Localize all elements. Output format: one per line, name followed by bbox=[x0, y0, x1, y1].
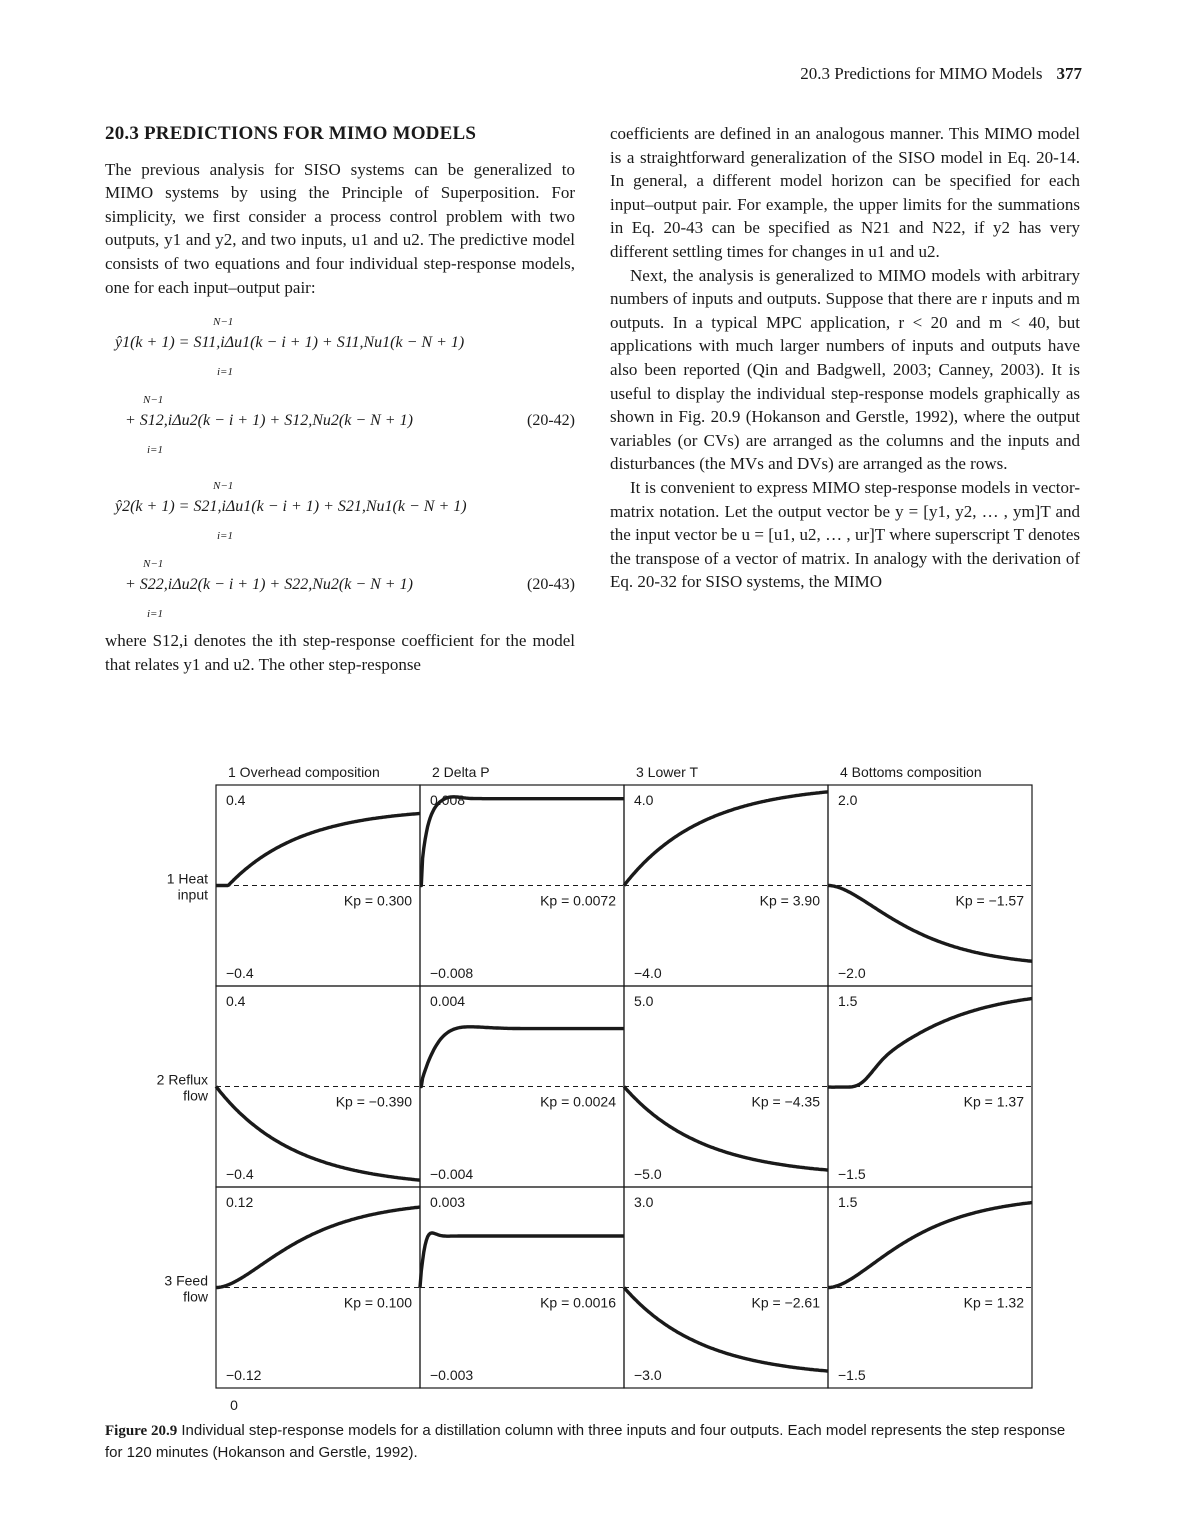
sum-lower-limit: i=1 bbox=[217, 530, 233, 543]
cell-r3-c4-response-curve bbox=[828, 1203, 1032, 1288]
cell-r2-c4-gain-label: Kp = 1.37 bbox=[963, 1093, 1024, 1110]
time-origin-label: 0 bbox=[230, 1397, 238, 1413]
cell-r1-c3-bottom-limit: −4.0 bbox=[634, 965, 662, 981]
sum-upper-limit: N−1 bbox=[143, 558, 164, 571]
cell-r3-c1-top-limit: 0.12 bbox=[226, 1194, 254, 1210]
cell-r3-c1-bottom-limit: −0.12 bbox=[226, 1367, 262, 1383]
cell-r2-c4-top-limit: 1.5 bbox=[838, 993, 858, 1009]
cell-r1-c3-gain-label: Kp = 3.90 bbox=[759, 892, 820, 909]
sum-upper-limit: N−1 bbox=[143, 394, 164, 407]
section-title: 20.3 PREDICTIONS FOR MIMO MODELS bbox=[105, 123, 477, 144]
cell-r2-c1-gain-label: Kp = −0.390 bbox=[335, 1093, 412, 1110]
cell-r1-c1-bottom-limit: −0.4 bbox=[226, 965, 254, 981]
sum-upper-limit: N−1 bbox=[213, 316, 234, 329]
cell-r1-c1-response-curve bbox=[216, 814, 420, 886]
cell-r3-c2-response-curve bbox=[420, 1233, 624, 1288]
column-header-2: 2 Delta P bbox=[432, 764, 490, 780]
cell-r1-c2-bottom-limit: −0.008 bbox=[430, 965, 474, 981]
intro-paragraph: The previous analysis for SISO systems can be generalized to MIMO systems by using the Principle of Superposition. For simplicity, we first consider a process control problem with two outputs, y1 and y2, and two inputs, u1 and u2. The predictive model consists of two equations and four individual step-response models, one for each input–output pair: bbox=[105, 159, 575, 297]
cell-r1-c4-top-limit: 2.0 bbox=[838, 792, 858, 808]
cell-r3-c1-response-curve bbox=[216, 1207, 420, 1287]
paragraph-2: Next, the analysis is generalized to MIMO models with arbitrary numbers of inputs and outputs. Suppose that there are r inputs and m outputs. In a typical MPC application, r < 20 and m < 40, but applications with much larger numbers of inputs and outputs have also been reported (Qin and Badgwell, 2003; Canney, 2003). It is useful to display the individual step-response models graphically as shown in Fig. 20.9 (Hokanson and Gerstle, 1992), where the output variables (or CVs) are arranged as the columns and the inputs and disturbances (the MVs and DVs) are arranged as the rows. bbox=[610, 265, 1080, 474]
row-label-1: 1 Heat bbox=[166, 870, 208, 887]
cell-r1-c4-gain-label: Kp = −1.57 bbox=[955, 892, 1024, 909]
sum-lower-limit: i=1 bbox=[217, 366, 233, 379]
right-column bbox=[610, 122, 1080, 594]
column-header-4: 4 Bottoms composition bbox=[840, 764, 982, 780]
cell-r2-c3-gain-label: Kp = −4.35 bbox=[751, 1093, 820, 1110]
equation-text: + S12,iΔu2(k − i + 1) + S12,Nu2(k − N + 1) bbox=[125, 412, 413, 430]
cell-r2-c4-bottom-limit: −1.5 bbox=[838, 1166, 866, 1182]
cell-r3-c3-gain-label: Kp = −2.61 bbox=[751, 1294, 820, 1311]
cell-r1-c3-response-curve bbox=[624, 792, 828, 886]
equation-20-42-line1 bbox=[105, 309, 575, 387]
equation-20-43-line2 bbox=[105, 551, 575, 629]
running-head bbox=[800, 64, 1082, 84]
cell-r1-c3-top-limit: 4.0 bbox=[634, 792, 654, 808]
cell-r2-c2-gain-label: Kp = 0.0024 bbox=[540, 1093, 616, 1110]
equation-20-42-line2 bbox=[105, 387, 575, 465]
step-response-grid bbox=[0, 755, 1200, 1413]
equation-text: ŷ2(k + 1) = S21,iΔu1(k − i + 1) + S21,Nu1(k − N + 1) bbox=[115, 498, 467, 516]
equation-text: + S22,iΔu2(k − i + 1) + S22,Nu2(k − N + 1) bbox=[125, 576, 413, 594]
cell-r3-c2-top-limit: 0.003 bbox=[430, 1194, 466, 1210]
row-label-2: 2 Reflux bbox=[156, 1071, 208, 1088]
caption-text: Individual step-response models for a distillation column with three inputs and four outputs. Each model represents the step response for 120 minutes (Hokanson and Gerstle, 1992). bbox=[105, 1422, 1066, 1461]
row-label-3-line2: flow bbox=[183, 1288, 208, 1305]
left-column bbox=[105, 122, 575, 676]
cell-r2-c1-bottom-limit: −0.4 bbox=[226, 1166, 254, 1182]
paragraph-1: coefficients are defined in an analogous manner. This MIMO model is a straightforward generalization of the SISO model in Eq. 20-14. In general, a different model horizon can be specified for each input–output pair. For example, the upper limits for the summations in Eq. 20-43 can be specified as N21 and N22, if y2 has very different settling times for changes in u1 and u2. bbox=[610, 124, 1080, 261]
equation-20-43-line1 bbox=[105, 473, 575, 551]
cell-r1-c2-top-limit: 0.008 bbox=[430, 792, 466, 808]
cell-r1-c2-response-curve bbox=[420, 797, 624, 886]
caption-label: Figure 20.9 bbox=[105, 1423, 178, 1439]
sum-lower-limit: i=1 bbox=[147, 608, 163, 621]
cell-r2-c2-top-limit: 0.004 bbox=[430, 993, 466, 1009]
cell-r3-c3-top-limit: 3.0 bbox=[634, 1194, 654, 1210]
cell-r1-c1-top-limit: 0.4 bbox=[226, 792, 246, 808]
row-label-2-line2: flow bbox=[183, 1087, 208, 1104]
page-number: 377 bbox=[1056, 64, 1082, 83]
cell-r2-c3-bottom-limit: −5.0 bbox=[634, 1166, 662, 1182]
equation-number: (20-43) bbox=[527, 576, 575, 594]
cell-r3-c3-bottom-limit: −3.0 bbox=[634, 1367, 662, 1383]
cell-r3-c4-top-limit: 1.5 bbox=[838, 1194, 858, 1210]
figure-20-9 bbox=[0, 755, 1200, 1413]
sum-upper-limit: N−1 bbox=[213, 480, 234, 493]
column-header-3: 3 Lower T bbox=[636, 764, 698, 780]
after-equation-paragraph: where S12,i denotes the ith step-response coefficient for the model that relates y1 and u2. The other step-response bbox=[105, 631, 575, 674]
row-label-3: 3 Feed bbox=[164, 1272, 208, 1289]
equation-number: (20-42) bbox=[527, 412, 575, 430]
cell-r1-c4-bottom-limit: −2.0 bbox=[838, 965, 866, 981]
cell-r3-c2-gain-label: Kp = 0.0016 bbox=[540, 1294, 616, 1311]
cell-r3-c4-bottom-limit: −1.5 bbox=[838, 1367, 866, 1383]
column-header-1: 1 Overhead composition bbox=[228, 764, 380, 780]
cell-r3-c4-gain-label: Kp = 1.32 bbox=[963, 1294, 1024, 1311]
cell-r2-c4-response-curve bbox=[828, 999, 1032, 1088]
cell-r1-c2-gain-label: Kp = 0.0072 bbox=[540, 892, 616, 909]
cell-r3-c2-bottom-limit: −0.003 bbox=[430, 1367, 474, 1383]
running-head-title: 20.3 Predictions for MIMO Models bbox=[800, 64, 1043, 83]
figure-caption bbox=[105, 1420, 1083, 1464]
sum-lower-limit: i=1 bbox=[147, 444, 163, 457]
cell-r1-c1-gain-label: Kp = 0.300 bbox=[343, 892, 412, 909]
cell-r2-c2-bottom-limit: −0.004 bbox=[430, 1166, 474, 1182]
equation-text: ŷ1(k + 1) = S11,iΔu1(k − i + 1) + S11,Nu1(k − N + 1) bbox=[115, 334, 465, 352]
cell-r2-c2-response-curve bbox=[420, 1027, 624, 1087]
cell-r2-c3-top-limit: 5.0 bbox=[634, 993, 654, 1009]
cell-r2-c1-top-limit: 0.4 bbox=[226, 993, 246, 1009]
cell-r3-c1-gain-label: Kp = 0.100 bbox=[343, 1294, 412, 1311]
row-label-1-line2: input bbox=[177, 886, 208, 903]
paragraph-3: It is convenient to express MIMO step-response models in vector-matrix notation. Let the output vector be y = [y1, y2, … , ym]T and the input vector be u = [u1, u2, … , ur]T where superscript T denotes the transpose of a vector of matrix. In analogy with the derivation of Eq. 20-32 for SISO systems, the MIMO bbox=[610, 477, 1080, 592]
